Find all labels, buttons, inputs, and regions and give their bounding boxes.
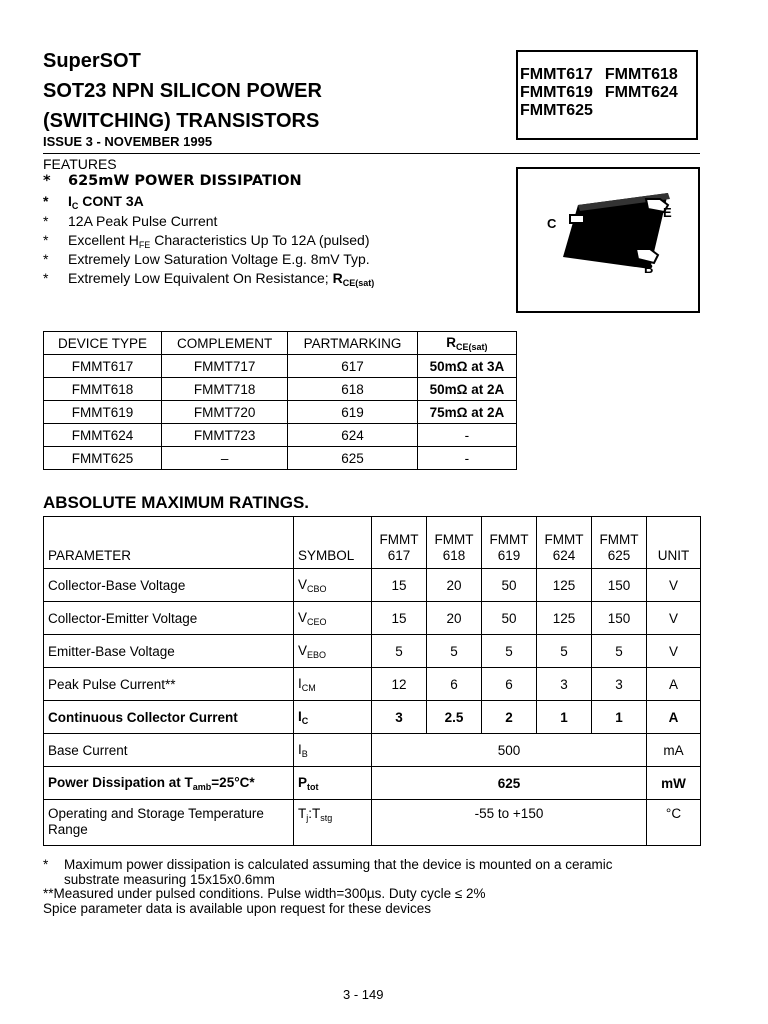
pin-label-c: C bbox=[547, 216, 557, 231]
features-heading: FEATURES bbox=[43, 156, 117, 172]
part-number: FMMT617 bbox=[520, 66, 593, 83]
col-header: COMPLEMENT bbox=[162, 332, 288, 355]
footnote-pulse: **Measured under pulsed conditions. Pulse width=300µs. Duty cycle ≤ 2% bbox=[43, 886, 486, 901]
part-number-row bbox=[520, 66, 696, 84]
part-number: FMMT625 bbox=[520, 102, 593, 119]
footnote-spice: Spice parameter data is available upon request for these devices bbox=[43, 901, 431, 916]
table-row: FMMT617 FMMT717 617 50mΩ at 3A bbox=[44, 355, 517, 378]
table-row: FMMT619 FMMT720 619 75mΩ at 2A bbox=[44, 401, 517, 424]
table-row: Continuous Collector Current $I_C$ 3 2.5 2 1 1 A bbox=[44, 701, 701, 734]
col-header: SYMBOL bbox=[294, 517, 372, 569]
col-header: DEVICE TYPE bbox=[44, 332, 162, 355]
ratings-table bbox=[43, 516, 701, 846]
part-number-row bbox=[520, 102, 696, 120]
feature-item: * Extremely Low Equivalent On Resistance; $R_{CE(sat)}$ bbox=[43, 270, 375, 288]
table-row: Base Current $I_B$ 500 mA bbox=[44, 734, 701, 767]
table-row: FMMT625 – 625 - bbox=[44, 447, 517, 470]
feature-item: * Excellent $H_{FE}$ Characteristics Up To 12A (pulsed) bbox=[43, 232, 370, 250]
pin-label-b: B bbox=[644, 261, 654, 276]
part-number: FMMT618 bbox=[604, 66, 678, 83]
col-header: PARTMARKING bbox=[288, 332, 418, 355]
feature-item: * 625mW POWER DISSIPATION bbox=[43, 173, 302, 189]
feature-item: * Extremely Low Saturation Voltage E.g. 8mV Typ. bbox=[43, 251, 370, 267]
col-header: FMMT 617 bbox=[372, 517, 427, 569]
sot23-package-drawing bbox=[518, 169, 698, 311]
device-table bbox=[43, 331, 517, 470]
table-row: FMMT624 FMMT723 624 - bbox=[44, 424, 517, 447]
col-header-rce: $R_{CE(sat)}$ bbox=[417, 332, 516, 355]
col-header: UNIT bbox=[647, 517, 701, 569]
col-header: FMMT 624 bbox=[537, 517, 592, 569]
package-diagram bbox=[516, 167, 700, 313]
footnote-power: * Maximum power dissipation is calculated assuming that the device is mounted on a ceramic substrate measuring 15x15x0.6mm bbox=[43, 857, 613, 887]
part-number: FMMT624 bbox=[604, 84, 678, 101]
ratings-header bbox=[44, 517, 701, 569]
product-title-line1: SOT23 NPN SILICON POWER bbox=[43, 80, 322, 102]
table-row: Operating and Storage Temperature Range $T_j:T_{stg}$ -55 to +150 °C bbox=[44, 800, 701, 846]
pin-label-e: E bbox=[663, 205, 672, 220]
header-divider bbox=[43, 153, 700, 154]
section-title: ABSOLUTE MAXIMUM RATINGS. bbox=[43, 493, 310, 512]
table-row: Collector-Base Voltage $V_{CBO}$ 15 20 50 125 150 V bbox=[44, 569, 701, 602]
part-number-box bbox=[516, 50, 698, 140]
table-row: Emitter-Base Voltage $V_{EBO}$ 5 5 5 5 5 V bbox=[44, 635, 701, 668]
issue-date: ISSUE 3 - NOVEMBER 1995 bbox=[43, 134, 213, 149]
feature-item: * 12A Peak Pulse Current bbox=[43, 213, 218, 229]
part-number-row bbox=[520, 84, 696, 102]
device-table-header bbox=[44, 332, 517, 355]
col-header: FMMT 625 bbox=[592, 517, 647, 569]
col-header: PARAMETER bbox=[44, 517, 294, 569]
page-number: 3 - 149 bbox=[343, 987, 384, 1002]
table-row: Peak Pulse Current** $I_{CM}$ 12 6 6 3 3 A bbox=[44, 668, 701, 701]
feature-item: * $I_C$ CONT 3A bbox=[43, 193, 144, 211]
col-header: FMMT 619 bbox=[482, 517, 537, 569]
table-row: Power Dissipation at $T_{amb}=25^\circ C*$ $P_{tot}$ 625 mW bbox=[44, 767, 701, 800]
table-row: Collector-Emitter Voltage $V_{CEO}$ 15 20 50 125 150 V bbox=[44, 602, 701, 635]
part-number: FMMT619 bbox=[520, 84, 593, 101]
table-row: FMMT618 FMMT718 618 50mΩ at 2A bbox=[44, 378, 517, 401]
product-title-line2: (SWITCHING) TRANSISTORS bbox=[43, 110, 320, 132]
brand-title: SuperSOT bbox=[43, 50, 141, 72]
col-header: FMMT 618 bbox=[427, 517, 482, 569]
